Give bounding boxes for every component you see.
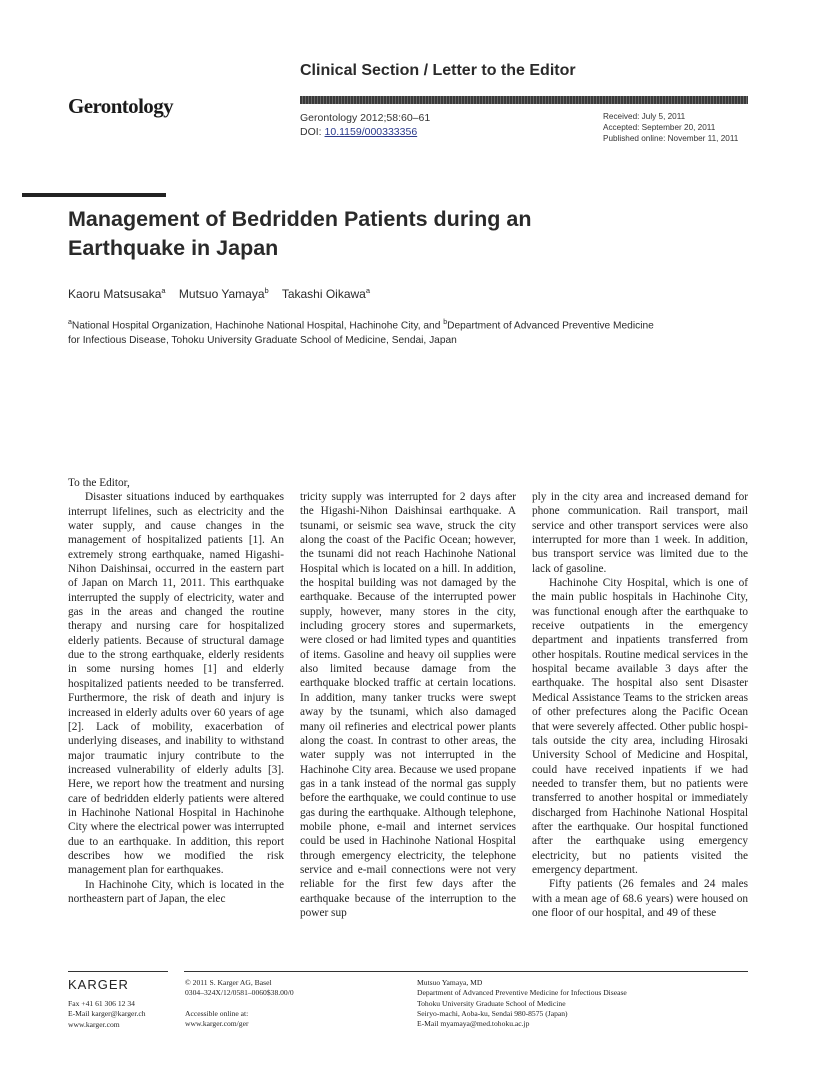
journal-logo: Gerontology (68, 94, 174, 118)
salutation: To the Editor, (68, 477, 130, 489)
affiliations: $^a$National Hospital Organization, Hachinohe National Hospital, Hachinohe City, and $^b$Department of Advanced Preventive Medicine for Infectious Disease, Tohoku University Graduate School of Medicine, Sendai, Japan (68, 319, 654, 347)
doi-prefix: DOI: (300, 126, 325, 138)
corr-dept: Department of Advanced Preventive Medicine for Infectious Disease (417, 988, 627, 998)
accessible-label: Accessible online at: (185, 1008, 249, 1018)
publisher-web[interactable]: www.karger.com (68, 1019, 120, 1029)
accepted-date: Accepted: September 20, 2011 (603, 123, 716, 132)
paragraph: ply in the city area and increased demand for phone communication. Rail transport, mail service and other transport services were also interrupted for more than 1 week. In addition, bus transport service was limited due to the lack of gasoline. (532, 491, 748, 575)
article-title: Management of Bedridden Patients during an Earthquake in Japan (68, 207, 532, 260)
paragraph: tricity supply was interrupted for 2 days after the Higashi-Nihon Daishinsai earthquake. A tsunami, or seismic sea wave, struck the city along the coast of the Pacific Ocean; however, the tsunami did not reach Hachinohe National Hospital which is located on a hill. In addition, the hospital building was not damaged by the earthquake. Because of the interrupted power supply, however, many stores in the city, including grocery stores and supermarkets, were closed or had limited types and quantities of items. Gasoline and heavy oil supplies were also limited because damage from the earthquake blocked traffic at certain locations. In addition, many tanker trucks were swept away by the tsunami, which also damaged many oil refineries and electrical power plants along the coast. In contrast to other areas, the water supply was not interrupted in the Hachinohe City area. Because we used propane gas in a tank instead of the normal gas supply before the earthquake, we could continue to use gas during the earthquake. Although telephone, mobile phone, e-mail and internet services could be used in Hachinohe National Hospital through emergency electricity, the telephone service and e-mail connections were not very reliable for the first few days after the earthquake because of the interruption to the power sup (300, 491, 516, 919)
header-bar (300, 96, 748, 104)
affiliation-a: National Hospital Organization, Hachinohe National Hospital, Hachinohe City, and (71, 320, 444, 332)
title-rule (22, 193, 166, 197)
corr-address: Seiryo-machi, Aoba-ku, Sendai 980-8575 (Japan) (417, 1008, 568, 1018)
copyright-block (185, 978, 294, 1029)
publisher-logo: KARGER (68, 977, 129, 992)
paragraph: Fifty patients (26 females and 24 males with a mean age of 68.6 years) were housed on one floor of our hospital, and 49 of these (532, 878, 748, 919)
affiliation-b: Department of Advanced Preventive Medicine for Infectious Disease, Tohoku University Graduate School of Medicine, Sendai, Japan (68, 320, 654, 347)
author: Takashi Oikawa$^a$ (281, 286, 371, 301)
section-label: Clinical Section / Letter to the Editor (300, 62, 576, 79)
author: Mutsuo Yamaya$^b$ (178, 286, 269, 301)
published-date: Published online: November 11, 2011 (603, 134, 739, 143)
corr-school: Tohoku University Graduate School of Medicine (417, 998, 566, 1008)
paragraph: Disaster situations induced by earthquakes interrupt lifelines, such as electricity and the water supply, and cause changes in the management of hospitalized patients [1]. An extremely strong earthquake, named Higashi-Nihon Daishinsai, occurred in the eastern part of Japan on March 11, 2011. This earthquake interrupted the supply of electricity, water and gas in the areas and changed the routine therapy and nursing care for hospitalized elderly patients. Because of structural damage due to the strong earthquake, elderly residents in some nursing homes [1] and elderly hospitalized patients needed to be transferred. Furthermore, the risk of death and injury is increased in elderly adults over 60 years of age [2]. Lack of mobility, exacerbation of underlying diseases, and inability to withstand major traumatic injury contribute to the increased vulnerability of elderly adults [3]. Here, we report how the treatment and nursing care of bedridden elderly patients were altered in Hachinohe National Hospital in Hachinohe City where the electrical power was interrupted due to an earthquake. In addition, this report describes how we modified the risk management plan for earthquakes. (68, 491, 284, 877)
publisher-contact (68, 999, 146, 1030)
citation: Gerontology 2012;58:60–61 (300, 112, 431, 124)
corr-name: Mutsuo Yamaya, MD (417, 978, 483, 987)
footer-rule (184, 971, 748, 972)
paragraph: In Hachinohe City, which is located in the northeastern part of Japan, the elec (68, 878, 284, 905)
body-column-2 (300, 490, 516, 920)
publisher-email[interactable]: E-Mail karger@karger.ch (68, 1009, 146, 1019)
paragraph: Hachinohe City Hospital, which is one of the main public hospitals in Hachinohe City, was functional enough after the earthquake to receive outpatients in the emergency department and inpatients transferred from other hospitals. Routine medical services in the hospital became available 3 days after the earthquake. The hospital also sent Disaster Medical Assistance Teams to the stricken areas of other prefectures along the Pacific Ocean that were severely affected. Other public hospitals outside the city area, including Hirosaki University School of Medicine and Hospital, could have received inpatients if we had needed to transfer them, but no patients were transferred to another hospital or immediately discharged from Hachinohe National Hospital after the earthquake. Our hospital functioned after the earthquake using emergency electricity, but no patients visited the emergency department. (532, 577, 748, 876)
received-date: Received: July 5, 2011 (603, 112, 686, 121)
body-column-3 (532, 490, 748, 920)
author-list (68, 286, 380, 301)
doi-link[interactable]: 10.1159/000333356 (324, 126, 418, 138)
footer-rule (68, 971, 168, 972)
issn: 0304–324X/12/0581–0060$38.00/0 (185, 988, 294, 998)
copyright: © 2011 S. Karger AG, Basel (185, 978, 272, 987)
corr-email[interactable]: E-Mail myamaya@med.tohoku.ac.jp (417, 1019, 530, 1029)
author: Kaoru Matsusaka$^a$ (68, 286, 166, 301)
article-dates (603, 111, 738, 144)
doi-line (300, 125, 417, 139)
fax: Fax +41 61 306 12 34 (68, 999, 135, 1008)
correspondence (417, 978, 627, 1029)
accessible-url[interactable]: www.karger.com/ger (185, 1018, 249, 1028)
body-column-1 (68, 476, 284, 906)
